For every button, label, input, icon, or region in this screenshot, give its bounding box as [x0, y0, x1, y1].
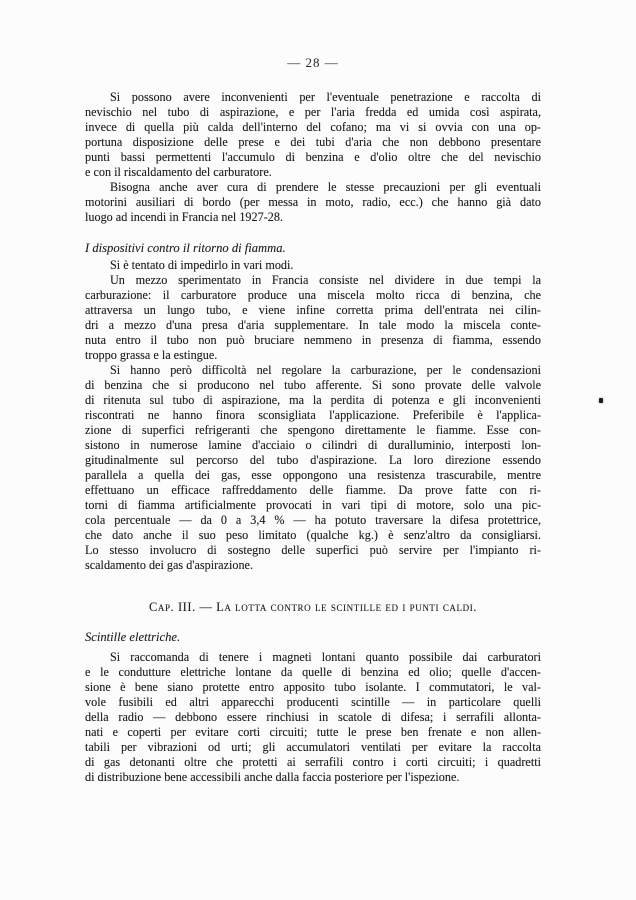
paragraph-si-e-tentato: [85, 258, 541, 273]
ink-dot-artifact: [599, 398, 603, 403]
text-line: attraversa un lungo tubo, e viene infine corretta prima dell'entrata nei cilin-: [85, 303, 541, 317]
text-column: [85, 0, 541, 785]
text-line: sione è bene siano protette entro apposito tubo isolante. I commutatori, le val-: [85, 680, 541, 694]
text-line: di gas detonanti oltre che protetti ai serrafili contro i corti circuiti; i quadretti: [85, 755, 541, 769]
text-line: nevischio nel tubo di aspirazione, e per l'aria fredda ed umida così aspirata,: [85, 105, 541, 119]
paragraph-superfici-refrigeranti: [85, 363, 541, 573]
text-line: di distribuzione bene accessibili anche dalla faccia posteriore per l'ispezione.: [85, 770, 460, 784]
text-line: e con il riscaldamento del carburatore.: [85, 165, 272, 179]
section-heading-scintille-elettriche: Scintille elettriche.: [85, 630, 181, 644]
text-line: parallela a quella dei gas, esse oppongono una resistenza trascurabile, mentre: [85, 468, 541, 482]
text-line: Si hanno però difficoltà nel regolare la carburazione, per le condensazioni: [110, 363, 541, 377]
page-number: — 28 —: [287, 55, 339, 70]
text-line: portuna disposizione delle prese e dei tubi d'aria che non debbono presentare: [85, 135, 541, 149]
text-line: di benzina che si producono nel tubo afferente. Si sono provate delle valvole: [85, 378, 541, 392]
text-line: vole fusibili ed altri apparecchi producenti scintille — in particolare quelli: [85, 695, 541, 709]
text-line: della radio — debbono essere rinchiusi in scatole di difesa; i serrafili allonta-: [85, 710, 541, 724]
text-line: dri a mezzo d'una presa d'aria supplementare. In tale modo la miscela conte-: [85, 318, 541, 332]
text-line: motorini ausiliari di bordo (per messa in moto, radio, ecc.) che hanno già dato: [85, 195, 541, 209]
paragraph-magneti-condutture: [85, 650, 541, 785]
text-line: troppo grassa e la estingue.: [85, 348, 218, 362]
text-line: e le condutture elettriche lontane da quelle di benzina ed olio; quelle d'accen-: [85, 665, 541, 679]
text-line: Bisogna anche aver cura di prendere le stesse precauzioni per gli eventuali: [110, 180, 541, 194]
text-line: invece di quella più calda dell'interno del cofano; ma vi si ovvia con una op-: [85, 120, 541, 134]
text-line: luogo ad incendi in Francia nel 1927-28.: [85, 210, 283, 224]
text-line: Lo stesso involucro di sostegno delle superfici può servire per l'impianto ri-: [85, 543, 541, 557]
text-line: carburazione: il carburatore produce una miscela molto ricca di benzina, che: [85, 288, 541, 302]
text-line: torni di fiamma artificialmente provocati in vari tipi di motore, solo una pic-: [85, 498, 541, 512]
text-line: cola percentuale — da 0 a 3,4 % — ha potuto traversare la difesa protettrice,: [85, 513, 541, 527]
text-line: Si raccomanda di tenere i magneti lontani quanto possibile dai carburatori: [110, 650, 541, 664]
text-line: gitudinalmente sul percorso del tubo d'aspirazione. La loro direzione essendo: [85, 453, 541, 467]
text-line: nuta entro il tubo non può bruciare nemmeno in presenza di fiamma, essendo: [85, 333, 541, 347]
text-line: scaldamento dei gas d'aspirazione.: [85, 558, 254, 572]
text-line: Un mezzo sperimentato in Francia consiste nel dividere in due tempi la: [110, 273, 541, 287]
chapter-heading-cap-iii: Cap. III. — La lotta contro le scintille ed i punti caldi.: [148, 600, 478, 614]
text-line: zione di superfici refrigeranti che spengono direttamente le fiamme. Esse con-: [85, 423, 541, 437]
text-line: punti bassi permettenti l'accumulo di benzina e d'olio oltre che del nevischio: [85, 150, 541, 164]
text-line: tabili per vibrazioni od urti; gli accumulatori ventilati per evitare la raccolta: [85, 740, 541, 754]
text-line: riscontrati ne hanno finora sconsigliata l'applicazione. Preferibile è l'applica-: [85, 408, 541, 422]
paragraph-carburazione-due-tempi: [85, 273, 541, 363]
paragraph-nevischio-aspirazione: [85, 90, 541, 180]
text-line: Si possono avere inconvenienti per l'eventuale penetrazione e raccolta di: [110, 90, 541, 104]
text-line: di ritenuta sul tubo di aspirazione, ma la perdita di potenza e gli inconvenienti: [85, 393, 541, 407]
text-line: effettuano un efficace raffreddamento delle fiamme. Da prove fatte con ri-: [85, 483, 541, 497]
paragraph-motorini-ausiliari: [85, 180, 541, 225]
text-line: Si è tentato di impedirlo in vari modi.: [110, 258, 294, 272]
text-line: nati e coperti per evitare corti circuiti; tutte le prese ben frenate e non allen-: [85, 725, 541, 739]
text-line: sistono in numerose lamine d'acciaio o cilindri di duralluminio, interposti lon-: [85, 438, 541, 452]
text-line: che dato anche il suo peso limitato (qualche kg.) è senz'altro da consigliarsi.: [85, 528, 541, 542]
section-heading-ritorno-di-fiamma: I dispositivi contro il ritorno di fiamma.: [85, 241, 286, 255]
